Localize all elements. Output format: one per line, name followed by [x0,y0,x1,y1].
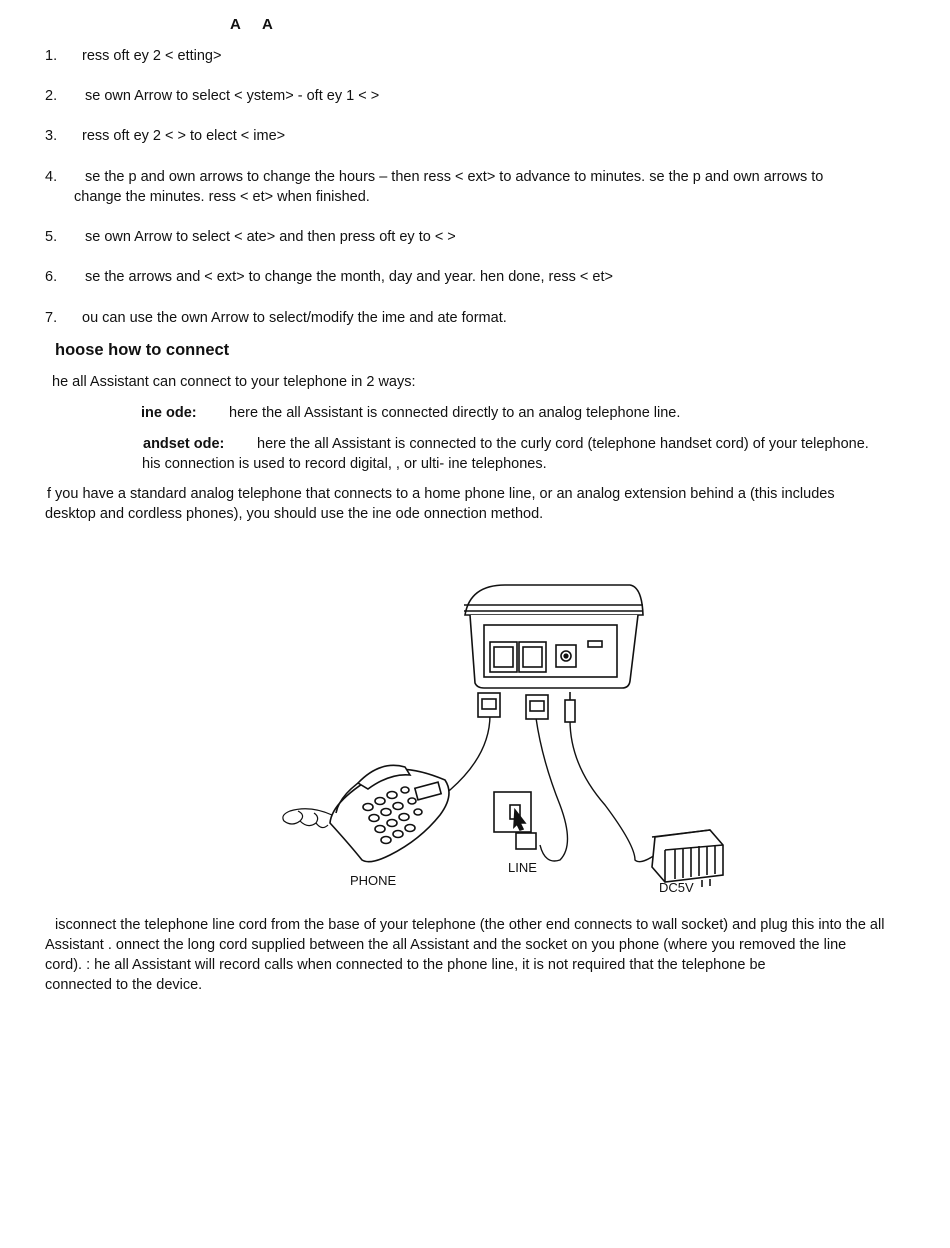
line-mode-label: ine ode: [141,405,197,421]
step-text: ress oft ey 2 < etting> [82,48,222,64]
bottom-paragraph-line: isconnect the telephone line cord from the base of your telephone (the other end connects to wall socket) and plug this into the all [55,917,885,933]
step-text: se own Arrow to select < ate> and then press oft ey to < > [85,229,456,245]
section-intro: he all Assistant can connect to your telephone in 2 ways: [52,374,416,390]
power-adapter-icon [652,830,723,887]
step-number: 4. [45,169,58,185]
step-number: 1. [45,48,58,64]
bottom-paragraph-line: Assistant . onnect the long cord supplied between the all Assistant and the socket on you phone (where you removed the line [45,937,847,953]
paragraph-line: desktop and cordless phones), you should use the ine ode onnection method. [45,506,544,522]
step-text: ress oft ey 2 < > to elect < ime> [82,128,286,144]
power-plug-icon [565,692,575,722]
header-letter-right: A [262,16,273,33]
step-number: 5. [45,229,58,245]
wall-socket-icon [494,792,536,849]
telephone-icon [283,765,449,861]
step-number: 7. [45,310,58,326]
step-text: ou can use the own Arrow to select/modify the ime and ate format. [82,310,507,326]
connection-diagram [270,575,740,905]
step-text-continued: change the minutes. ress < et> when finished. [74,189,370,205]
line-plug-icon [526,695,548,719]
step-number: 2. [45,88,58,104]
line-label: LINE [508,860,537,875]
step-text: se the arrows and < ext> to change the month, day and year. hen done, ress < et> [85,269,613,285]
power-label: DC5V [659,880,694,895]
line-mode-text: here the all Assistant is connected directly to an analog telephone line. [229,405,681,421]
phone-label: PHONE [350,873,397,888]
header-letter-left: A [230,16,241,33]
phone-plug-icon [478,693,500,717]
step-text: se own Arrow to select < ystem> - oft ey 1 < > [85,88,380,104]
step-text: se the p and own arrows to change the hours – then ress < ext> to advance to minutes. se the p and own arrows to [85,169,824,185]
bottom-paragraph-line: cord). : he all Assistant will record calls when connected to the phone line, it is not required that the telephone be [45,957,766,973]
step-number: 6. [45,269,58,285]
handset-mode-label: andset ode: [143,436,225,452]
paragraph-line: f you have a standard analog telephone that connects to a home phone line, or an analog extension behind a (this includes [47,486,835,502]
handset-mode-text-continued: his connection is used to record digital, , or ulti- ine telephones. [142,456,547,472]
handset-mode-text: here the all Assistant is connected to the curly cord (telephone handset cord) of your telephone. [257,436,869,452]
step-number: 3. [45,128,58,144]
section-heading: hoose how to connect [55,341,230,359]
bottom-paragraph-line: connected to the device. [45,977,203,993]
call-assistant-device [464,585,643,688]
